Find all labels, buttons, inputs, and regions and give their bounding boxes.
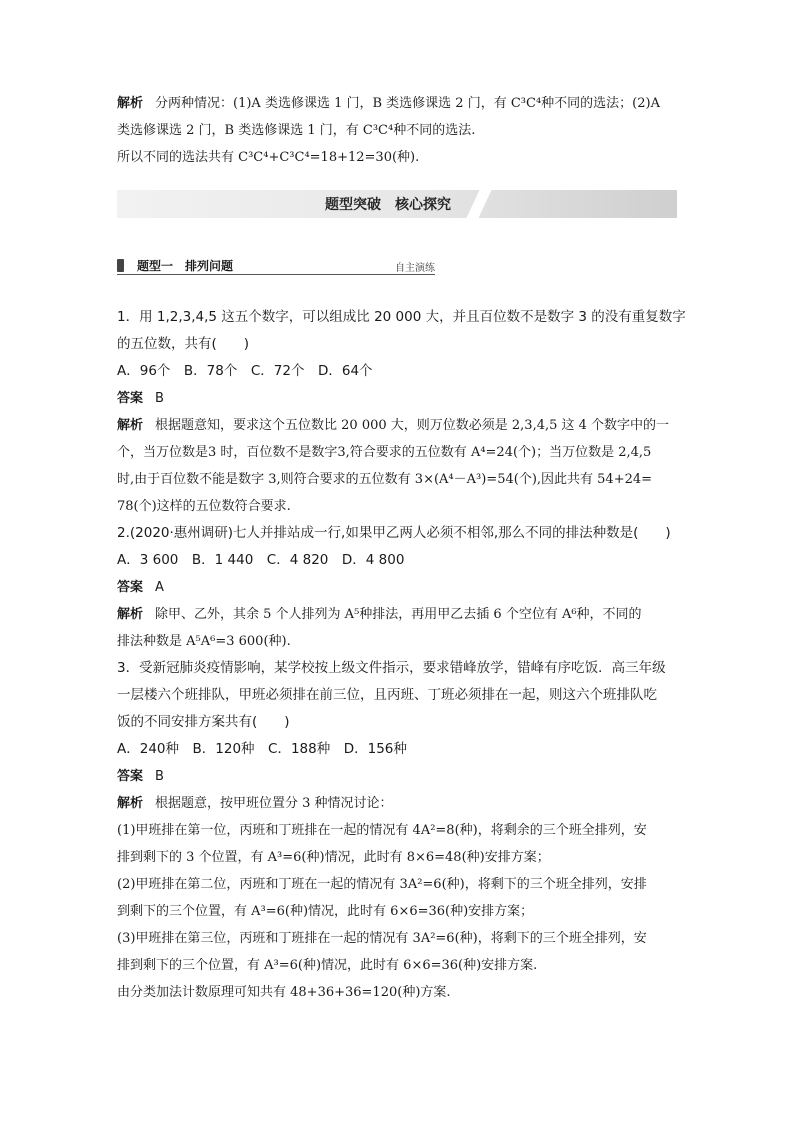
q1-analysis-2: 个，当万位数是3 时，百位数不是数字3,符合要求的五位数有 A⁴=24(个)；当万位数是 2,4,5 xyxy=(117,445,652,460)
q3-options: A．240种 B．120种 C．188种 D．156种 xyxy=(117,741,407,757)
q3-analysis-5: (3)甲班排在第三位，丙班和丁班排在一起的情况有 3A²=6(种)，将剩下的三个班全排列，安 xyxy=(117,931,647,946)
q3-analysis-4: 到剩下的三个位置，有 A³=6(种)情况，此时有 6×6=36(种)安排方案； xyxy=(117,904,534,919)
q1-line-2: 的五位数，共有( ) xyxy=(117,336,250,352)
intro-line-1: 解析 分两种情况：(1)A 类选修课选 1 门，B 类选修课选 2 门，有 C³C⁴种不同的选法；(2)A xyxy=(117,96,660,111)
q3-line-2: 一层楼六个班排队，甲班必须排在前三位，且丙班、丁班必须排在一起，则这六个班排队吃 xyxy=(117,687,657,703)
banner-title: 题型突破 核心探究 xyxy=(325,197,451,213)
q1-line-1: 1．用 1,2,3,4,5 这五个数字，可以组成比 20 000 大，并且百位数不是数字 3 的没有重复数字 xyxy=(117,309,686,325)
q1-options: A．96个 B．78个 C．72个 D．64个 xyxy=(117,363,373,379)
q2-analysis-1: 解析 除甲、乙外，其余 5 个人排列为 A⁵种排法，再用甲乙去插 6 个空位有 A⁶种，不同的 xyxy=(117,607,642,622)
banner-slash-decoration xyxy=(466,190,491,218)
q3-analysis-0: 解析 根据题意，按甲班位置分 3 种情况讨论： xyxy=(117,796,393,811)
q1-analysis-1: 解析 根据题意知，要求这个五位数比 20 000 大，则万位数必须是 2,3,4,5 这 4 个数字中的一 xyxy=(117,418,670,433)
intro-block xyxy=(117,90,677,171)
q2-analysis-2: 排法种数是 A⁵A⁶=3 600(种). xyxy=(117,634,291,649)
q1-answer: 答案 B xyxy=(117,391,164,406)
q3-line-3: 饭的不同安排方案共有( ) xyxy=(117,714,290,730)
q2-line-1: 2.(2020·惠州调研)七人并排站成一行,如果甲乙两人必须不相邻,那么不同的排法种数是( ) xyxy=(117,525,671,541)
q3-answer: 答案 B xyxy=(117,769,164,784)
q3-line-1: 3．受新冠肺炎疫情影响，某学校按上级文件指示，要求错峰放学，错峰有序吃饭．高三年级 xyxy=(117,660,666,676)
section-tag: 自主演练 xyxy=(395,263,435,274)
analysis-label: 解析 xyxy=(117,96,144,111)
bookmark-icon xyxy=(117,259,124,272)
q3-analysis-2: 排到剩下的 3 个位置，有 A³=6(种)情况，此时有 8×6=48(种)安排方案； xyxy=(117,850,550,865)
section-header xyxy=(117,258,435,275)
q2-answer: 答案 A xyxy=(117,580,164,595)
section-title: 题型一 排列问题 xyxy=(137,259,234,273)
section-banner xyxy=(117,190,677,218)
intro-line-2: 类选修课选 2 门，B 类选修课选 1 门，有 C³C⁴种不同的选法. xyxy=(117,123,476,138)
questions-block xyxy=(117,304,686,1006)
q1-analysis-3: 时,由于百位数不能是数字 3,则符合要求的五位数有 3×(A⁴－A³)=54(个),因此共有 54+24= xyxy=(117,472,653,487)
q3-analysis-7: 由分类加法计数原理可知共有 48+36+36=120(种)方案. xyxy=(117,985,451,1000)
q2-options: A．3 600 B．1 440 C．4 820 D．4 800 xyxy=(117,552,405,568)
intro-line-3: 所以不同的选法共有 C³C⁴+C³C⁴=18+12=30(种). xyxy=(117,150,420,165)
q3-analysis-1: (1)甲班排在第一位，丙班和丁班排在一起的情况有 4A²=8(种)，将剩余的三个班全排列，安 xyxy=(117,823,647,838)
q1-analysis-4: 78(个)这样的五位数符合要求. xyxy=(117,499,291,514)
q3-analysis-6: 排到剩下的三个位置，有 A³=6(种)情况，此时有 6×6=36(种)安排方案. xyxy=(117,958,538,973)
q3-analysis-3: (2)甲班排在第二位，丙班和丁班在一起的情况有 3A²=6(种)，将剩下的三个班全排列，安排 xyxy=(117,877,647,892)
